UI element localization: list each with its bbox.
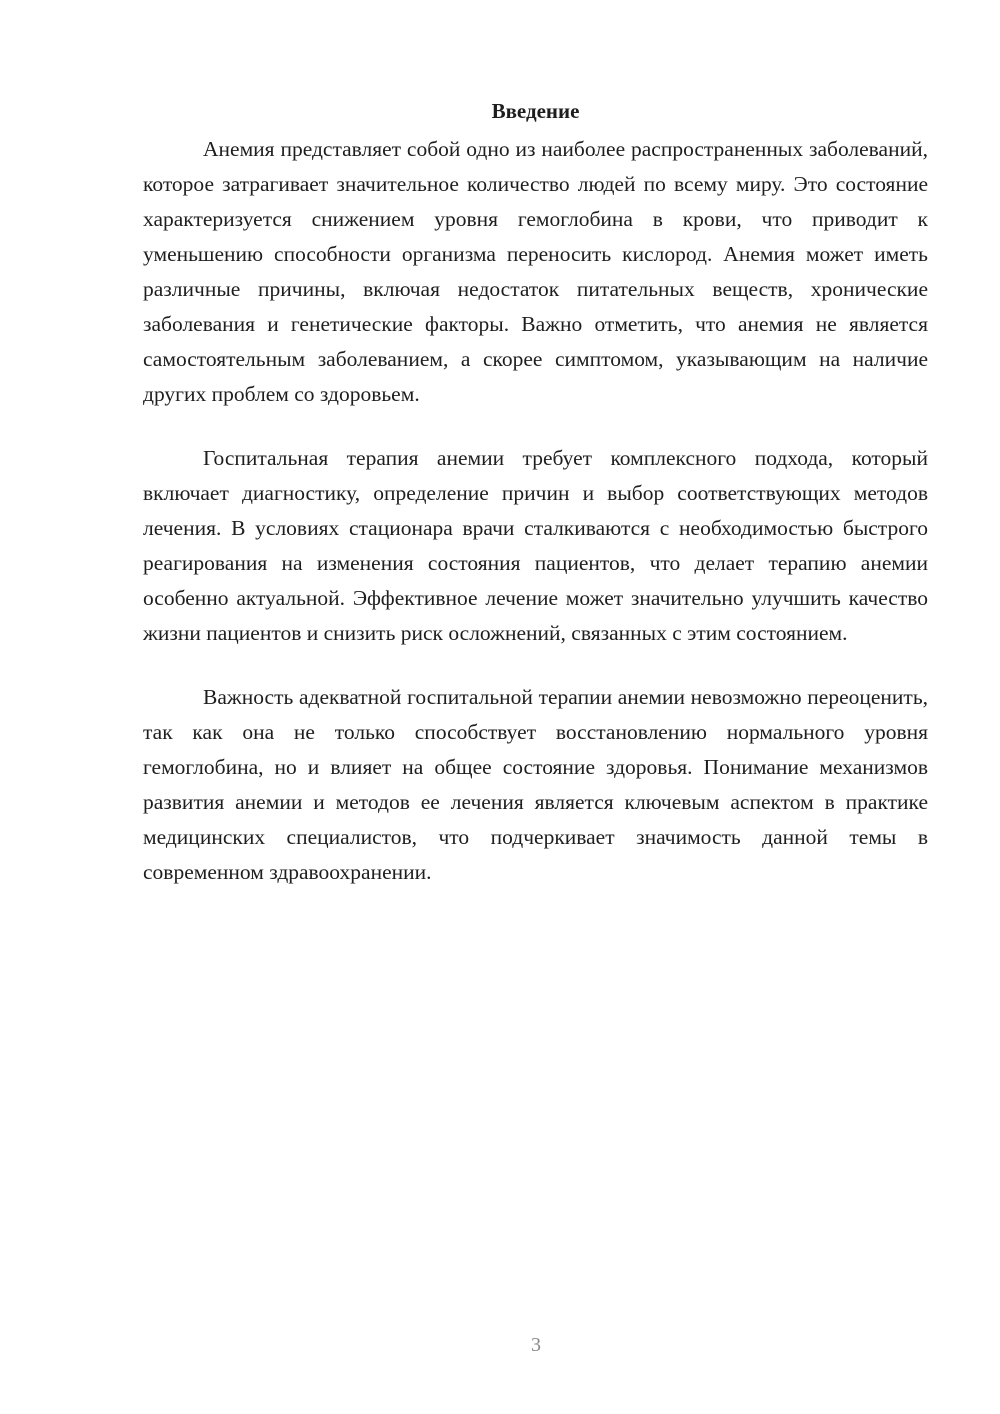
paragraph-3: Важность адекватной госпитальной терапии анемии невозможно переоценить, так как она не только способствует восстановлению нормального уровня гемоглобина, но и влияет на общее состояние здоровья. Понимание механизмов развития анемии и методов ее лечения является ключевым аспектом в практике медицинских специалистов, что подчеркивает значимость данной темы в современном здравоохранении. bbox=[143, 685, 928, 884]
page-number: 3 bbox=[531, 1334, 541, 1356]
section-title: Введение bbox=[491, 99, 580, 123]
paragraph-1: Анемия представляет собой одно из наиболее распространенных заболеваний, которое затрагивает значительное количество людей по всему миру. Это состояние характеризуется снижением уровня гемоглобина в крови, что приводит к уменьшению способности организма переносить кислород. Анемия может иметь различные причины, включая недостаток питательных веществ, хронические заболевания и генетические факторы. Важно отметить, что анемия не является самостоятельным заболеванием, а скорее симптомом, указывающим на наличие других проблем со здоровьем. bbox=[143, 137, 928, 406]
page-content bbox=[143, 96, 928, 919]
paragraph-2: Госпитальная терапия анемии требует комплексного подхода, который включает диагностику, определение причин и выбор соответствующих методов лечения. В условиях стационара врачи сталкиваются с необходимостью быстрого реагирования на изменения состояния пациентов, что делает терапию анемии особенно актуальной. Эффективное лечение может значительно улучшить качество жизни пациентов и снизить риск осложнений, связанных с этим состоянием. bbox=[143, 446, 928, 645]
